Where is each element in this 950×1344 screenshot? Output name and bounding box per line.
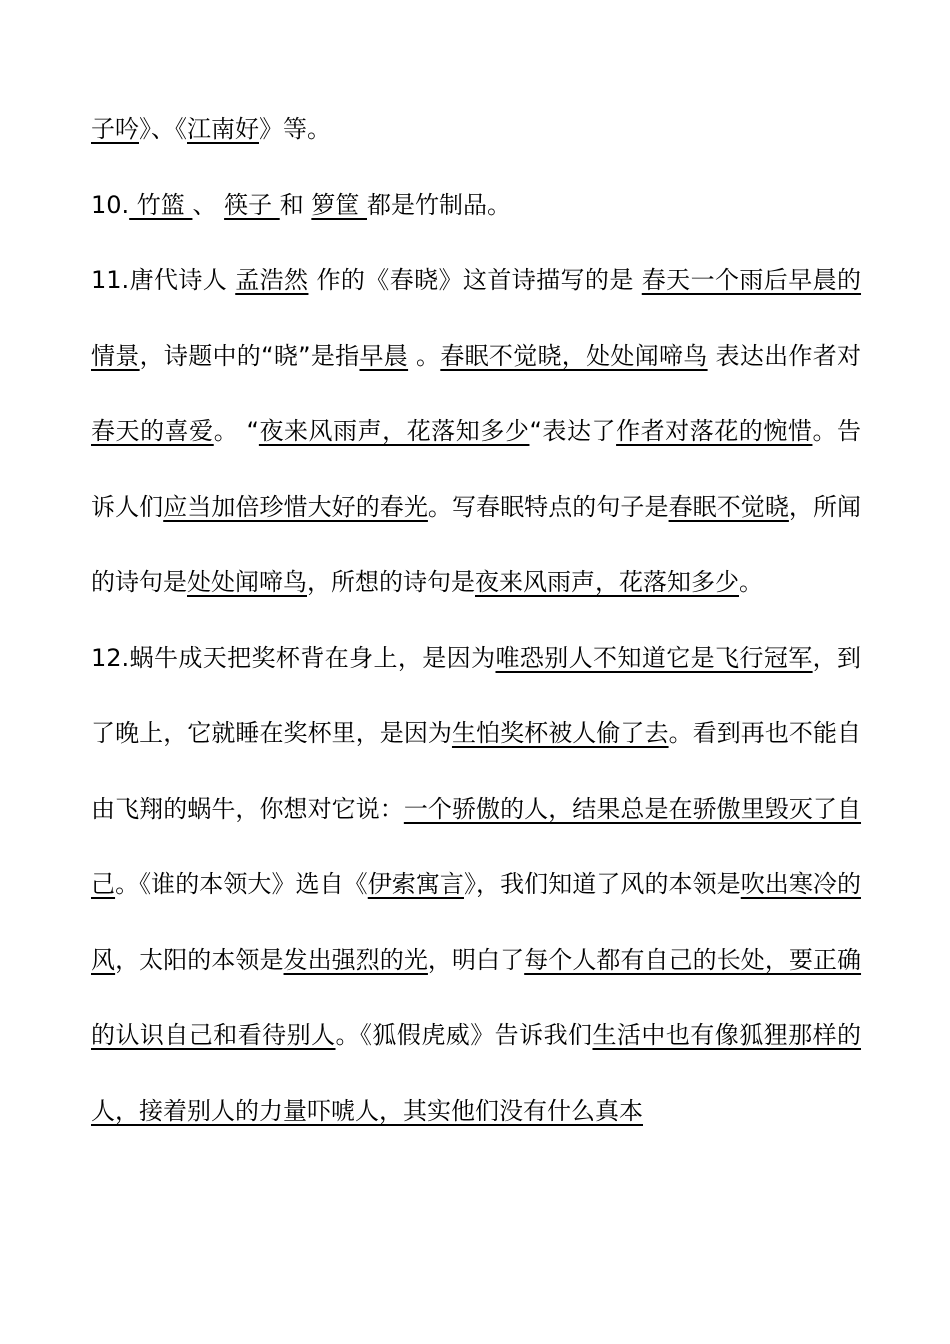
text-span: 应当加倍珍惜大好的春光 bbox=[163, 492, 428, 521]
text-span: 发出强烈的光 bbox=[283, 945, 428, 974]
text-span: ，所闻的诗句是 bbox=[91, 492, 862, 596]
text-span: 》、《 bbox=[139, 115, 187, 143]
paragraph-11 bbox=[91, 243, 861, 621]
text-span: 11.唐代诗人 bbox=[91, 266, 236, 294]
text-span: 夜来风雨声，花落知多少 bbox=[258, 417, 530, 445]
text-span: 。看到再也不能自由飞翔的蜗牛，你想对它说： bbox=[91, 719, 862, 823]
text-span: 。 bbox=[408, 341, 441, 370]
text-span: 唯恐别人不知道它是飞行冠军 bbox=[495, 643, 813, 672]
text-span: 12.蜗牛成天把奖杯背在身上，是因为 bbox=[91, 643, 496, 672]
text-span: 生活中也有像狐狸那样的人，接着别人的力量吓唬人，其实他们没有什么真本 bbox=[91, 1021, 861, 1125]
text-span: 。 bbox=[739, 568, 763, 596]
paragraph-10 bbox=[91, 168, 861, 244]
text-span: ，明白了 bbox=[427, 945, 525, 974]
text-span: 夜来风雨声，花落知多少 bbox=[475, 568, 739, 596]
text-span: 都是竹制品。 bbox=[367, 190, 511, 219]
text-span: 。写春眠特点的句子是 bbox=[427, 492, 669, 521]
text-span: ，太阳的本领是 bbox=[115, 945, 284, 974]
text-span: 春天一个雨后早晨的情景 bbox=[91, 266, 862, 370]
paragraph-9-tail bbox=[91, 92, 861, 168]
text-span: 子吟 bbox=[91, 115, 139, 143]
text-span: 作者对落花的惋惜 bbox=[616, 417, 813, 445]
text-span: 春眠不觉晓 bbox=[668, 492, 789, 521]
text-span: 春眠不觉晓，处处闻啼鸟 bbox=[440, 341, 708, 370]
text-span: 10. bbox=[91, 190, 130, 219]
text-span: 江南好 bbox=[187, 115, 259, 143]
text-span: ，诗题中的“晓”是指 bbox=[139, 341, 360, 370]
text-span: ，所想的诗句是 bbox=[307, 568, 475, 596]
text-span: 竹篮 bbox=[129, 190, 193, 219]
document-page bbox=[91, 92, 861, 1149]
text-span: 表达出作者对 bbox=[707, 341, 862, 370]
text-span: 伊索寓言 bbox=[367, 870, 464, 898]
text-span: 。 “ bbox=[213, 417, 259, 445]
text-span: 孟浩然 bbox=[235, 266, 309, 294]
text-span: 一个骄傲的人，结果总是在骄傲里毁灭了自己 bbox=[91, 794, 862, 898]
text-span: 。《谁的本领大》选自《 bbox=[115, 870, 368, 898]
text-span: 和 bbox=[279, 190, 312, 219]
text-span: 。告诉人们 bbox=[91, 417, 861, 521]
text-span: 箩筐 bbox=[311, 190, 367, 219]
text-span: 处处闻啼鸟 bbox=[187, 568, 307, 596]
text-span: 吹出寒冷的风 bbox=[91, 870, 861, 974]
text-span: 、 bbox=[192, 190, 225, 219]
text-span: 》等。 bbox=[259, 115, 331, 143]
text-span: 》，我们知道了风的本领是 bbox=[464, 870, 741, 898]
text-span: 筷子 bbox=[224, 190, 280, 219]
text-span: 生怕奖杯被人偷了去 bbox=[451, 719, 669, 747]
text-span: 每个人都有自己的长处，要正确的认识自己和看待别人 bbox=[91, 945, 862, 1049]
text-span: 早晨 bbox=[359, 341, 409, 370]
text-span: ，到了晚上，它就睡在奖杯里，是因为 bbox=[91, 643, 862, 747]
text-span: 作的《春晓》这首诗描写的是 bbox=[308, 266, 642, 294]
text-span: 春天的喜爱 bbox=[91, 417, 214, 445]
text-span: “表达了 bbox=[529, 417, 617, 445]
text-span: 。《狐假虎威》告诉我们 bbox=[335, 1021, 593, 1049]
paragraph-12 bbox=[91, 621, 861, 1150]
